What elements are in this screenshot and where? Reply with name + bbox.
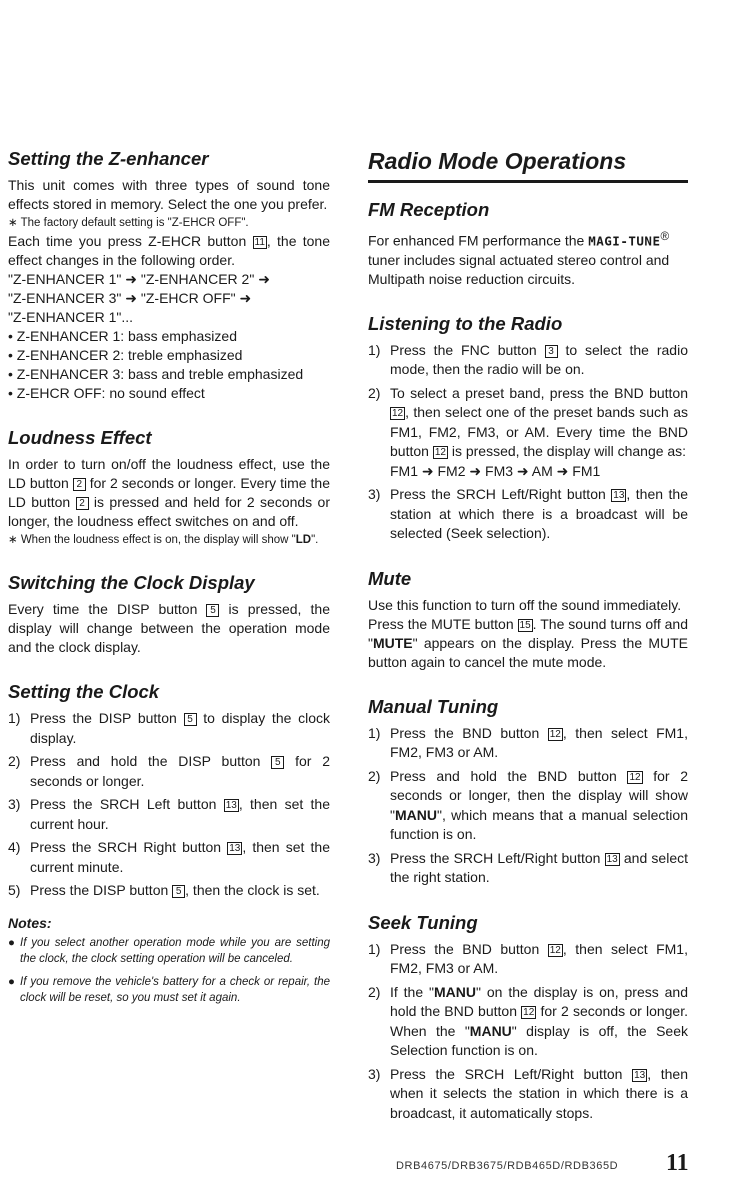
section-title: Loudness Effect xyxy=(8,427,152,448)
section-setting-clock xyxy=(8,681,330,1007)
button-number: 13 xyxy=(229,843,241,854)
section-seek-tuning xyxy=(368,912,688,1124)
step-item: 2) Press and hold the BND button 12 for 2 seconds or longer, then the display will show "MANU", which means that a manual selection function is on. xyxy=(368,767,688,843)
steps-list xyxy=(368,341,688,544)
note-item: ● If you select another operation mode while you are setting the clock, the clock setting operation will be canceled. xyxy=(8,936,330,965)
section-title: FM Reception xyxy=(368,199,490,220)
band-sequence: FM1 ➜ FM2 ➜ FM3 ➜ AM ➜ FM1 xyxy=(390,462,601,479)
step-item: 3) Press the SRCH Left/Right button 13 and select the right station. xyxy=(368,849,688,886)
step-item: 3) Press the SRCH Left/Right button 13 , then the station at which there is a broadcast will be selected (Seek selection). xyxy=(368,486,688,542)
button-number: 13 xyxy=(613,490,625,502)
section-title: Switching the Clock Display xyxy=(8,572,255,593)
heading-rule xyxy=(368,180,688,183)
steps-list xyxy=(8,709,330,901)
step-item: 1) Press the FNC button 3 to select the radio mode, then the radio will be on. xyxy=(368,341,688,378)
page-heading: Radio Mode Operations xyxy=(368,148,627,174)
button-number: 15 xyxy=(519,619,531,631)
step-item: 3) Press the SRCH Left/Right button 13 , then when it selects the station in which there is a broadcast, it automatically stops. xyxy=(368,1065,689,1121)
each-time-text: Each time you press Z-EHCR button 11 , the tone effect changes in the following order. xyxy=(8,233,330,268)
section-listening xyxy=(368,313,688,544)
brand-name: MAGI-TUNE xyxy=(588,233,661,249)
section-title: Setting the Z-enhancer xyxy=(8,148,209,169)
intro-text: This unit comes with three types of sound tone effects stored in memory. Select the one you prefer. xyxy=(8,177,330,212)
section-clock-display xyxy=(8,572,330,657)
button-number: 12 xyxy=(549,728,561,740)
loudness-note: ∗ When the loudness effect is on, the display will show "LD". xyxy=(8,534,319,546)
button-number: 5 xyxy=(172,885,185,898)
step-item: 1) Press the BND button 12 , then select FM1, FM2, FM3 or AM. xyxy=(368,724,688,761)
step-item: 2) If the "MANU" on the display is on, press and hold the BND button 12 for 2 seconds or longer. When the "MANU" display is off, the Seek Selection function is on. xyxy=(368,983,688,1059)
mute-text: Use this function to turn off the sound immediately. xyxy=(368,596,682,613)
button-number: 5 xyxy=(271,756,284,769)
section-loudness xyxy=(8,427,330,548)
button-number: 5 xyxy=(184,713,197,726)
bullet-item: • Z-ENHANCER 3: bass and treble emphasized xyxy=(8,366,304,382)
clock-display-text: Every time the DISP button 5 is pressed, the display will change between the operation mode and the clock display. xyxy=(8,601,330,655)
notes-heading: Notes: xyxy=(8,914,52,931)
default-note: ∗ The factory default setting is "Z-EHCR OFF". xyxy=(8,217,249,229)
left-column xyxy=(8,148,330,1031)
model-numbers: DRB4675/DRB3675/RDB465D/RDB365D xyxy=(396,1160,619,1172)
step-item: 5) Press the DISP button 5 , then the clock is set. xyxy=(8,882,320,898)
sequence-line: "Z-ENHANCER 1" ➜ "Z-ENHANCER 2" ➜ xyxy=(8,271,270,287)
loudness-text: In order to turn on/off the loudness effect, use the LD button 2 for 2 seconds or longer. Every time the LD button 2 is pressed and held for 2 seconds or longer, the loudness effect switches on and off. xyxy=(8,456,330,529)
section-title: Seek Tuning xyxy=(368,911,478,933)
button-number: 2 xyxy=(76,497,89,510)
steps-list xyxy=(368,724,688,888)
fm-text: For enhanced FM performance the MAGI-TUNE® tuner includes signal actuated stereo control and Multipath noise reduction circuits. xyxy=(368,230,670,287)
sequence-line: "Z-ENHANCER 1"... xyxy=(8,309,134,325)
button-number: 13 xyxy=(634,1069,646,1081)
bullet-item: • Z-ENHANCER 2: treble emphasized xyxy=(8,347,243,363)
step-item: 4) Press the SRCH Right button 13 , then set the current minute. xyxy=(8,839,330,875)
step-item: 1) Press the DISP button 5 to display the clock display. xyxy=(8,710,331,746)
right-column xyxy=(368,148,688,1147)
button-number: 13 xyxy=(225,800,237,811)
note-item: ● If you remove the vehicle's battery for a check or repair, the clock will be reset, so you must set it again. xyxy=(8,975,330,1004)
section-z-enhancer xyxy=(8,148,330,403)
mute-text: Press the MUTE button 15 . The sound turns off and "MUTE" appears on the display. Press the MUTE button again to cancel the mute mode. xyxy=(368,615,688,670)
sequence-line: "Z-ENHANCER 3" ➜ "Z-EHCR OFF" ➜ xyxy=(8,290,252,306)
button-number: 12 xyxy=(434,447,446,459)
button-number: 5 xyxy=(206,604,219,617)
step-item: 3) Press the SRCH Left button 13 , then set the current hour. xyxy=(8,796,331,832)
button-number: 12 xyxy=(523,1007,535,1019)
button-number: 12 xyxy=(629,771,641,783)
section-mute xyxy=(368,568,688,672)
button-number: 2 xyxy=(73,478,86,491)
steps-list xyxy=(368,940,688,1124)
button-number: 12 xyxy=(549,944,561,956)
page-number: 11 xyxy=(666,1150,689,1176)
section-title: Mute xyxy=(368,567,412,589)
section-manual-tuning xyxy=(368,696,688,888)
section-fm-reception xyxy=(368,199,688,289)
bullet-item: • Z-EHCR OFF: no sound effect xyxy=(8,385,205,401)
step-item: 2) To select a preset band, press the BND button 12 , then select one of the preset bands such as FM1, FM2, FM3, or AM. Every time the BND button 12 is pressed, the display will change as: FM1 ➜ FM2 ➜ FM3 ➜ AM ➜ FM1 xyxy=(368,384,688,479)
button-number: 11 xyxy=(254,237,265,248)
section-title: Setting the Clock xyxy=(8,681,160,702)
button-number: 12 xyxy=(392,408,404,420)
button-number: 3 xyxy=(545,345,558,358)
section-title: Manual Tuning xyxy=(368,695,499,717)
bullet-item: • Z-ENHANCER 1: bass emphasized xyxy=(8,328,237,344)
button-number: 13 xyxy=(606,853,618,865)
step-item: 1) Press the BND button 12 , then select FM1, FM2, FM3 or AM. xyxy=(368,940,688,977)
section-title: Listening to the Radio xyxy=(368,312,563,334)
step-item: 2) Press and hold the DISP button 5 for 2 seconds or longer. xyxy=(8,753,331,789)
